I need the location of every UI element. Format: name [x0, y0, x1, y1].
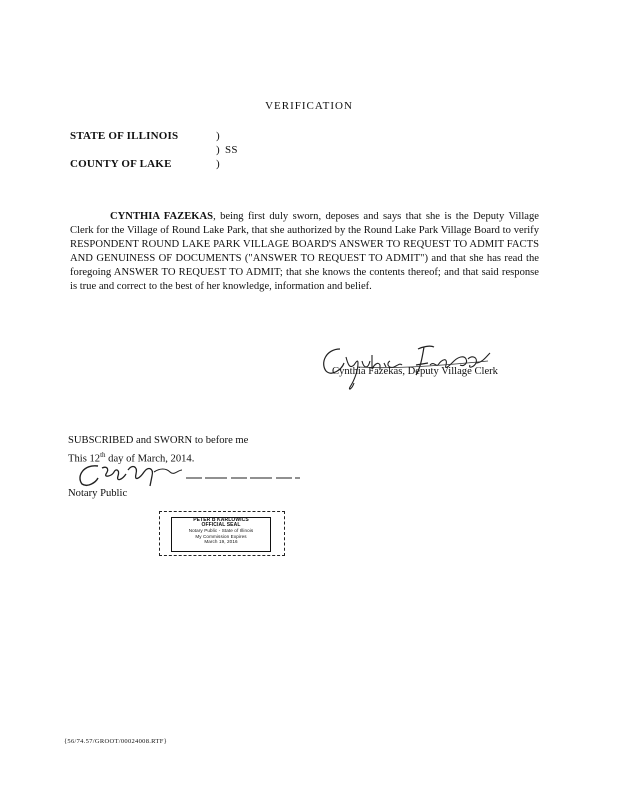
- verification-text: , being first duly sworn, deposes and says that she is the Deputy Village Clerk for the Village of Round Lake Park, that she authorized by the Round Lake Park Village Board to verify RESPONDENT ROUND LAKE PARK VILLAGE BOARD'S ANSWER TO REQUEST TO ADMIT FACTS AND GENUINESS OF DOCUMENTS ("ANSWER TO REQUEST TO ADMIT") and that she has read the foregoing ANSWER TO REQUEST TO ADMIT; that she knows the contents thereof; and that said response is true and correct to the best of her knowledge, information and belief.: [70, 211, 539, 292]
- venue-paren-3: ): [216, 158, 220, 170]
- ss-label: SS: [225, 144, 238, 156]
- county-label: COUNTY OF LAKE: [70, 158, 172, 170]
- seal-notary-name: PETER B KARLOWICS: [193, 517, 249, 523]
- seal-state-line: Notary Public - State of Illinois: [188, 528, 254, 534]
- venue-paren-2: ): [216, 144, 220, 156]
- jurat-line-2: This 12th day of March, 2014.: [68, 451, 195, 465]
- verification-paragraph: [70, 210, 539, 294]
- seal-official-seal: OFFICIAL SEAL: [201, 522, 241, 529]
- document-title: VERIFICATION: [265, 100, 353, 112]
- notary-seal-inner: [171, 517, 271, 552]
- venue-paren-1: ): [216, 130, 220, 142]
- clerk-signature-line: Cynthia Fazekas, Deputy Village Clerk: [332, 366, 498, 377]
- jurat-line-1: SUBSCRIBED and SWORN to before me: [68, 435, 249, 446]
- affiant-name: CYNTHIA FAZEKAS: [110, 211, 214, 222]
- state-label: STATE OF ILLINOIS: [70, 130, 179, 142]
- document-footer-code: {56/74.57/GROOT/00024008.RTF}: [64, 738, 168, 745]
- notary-public-label: Notary Public: [68, 488, 128, 499]
- seal-expiry-date: March 19, 2016: [204, 538, 238, 544]
- clerk-signature: [318, 335, 496, 395]
- seal-commission-line: My Commission Expires: [195, 533, 247, 539]
- notary-seal-stamp: [159, 511, 285, 556]
